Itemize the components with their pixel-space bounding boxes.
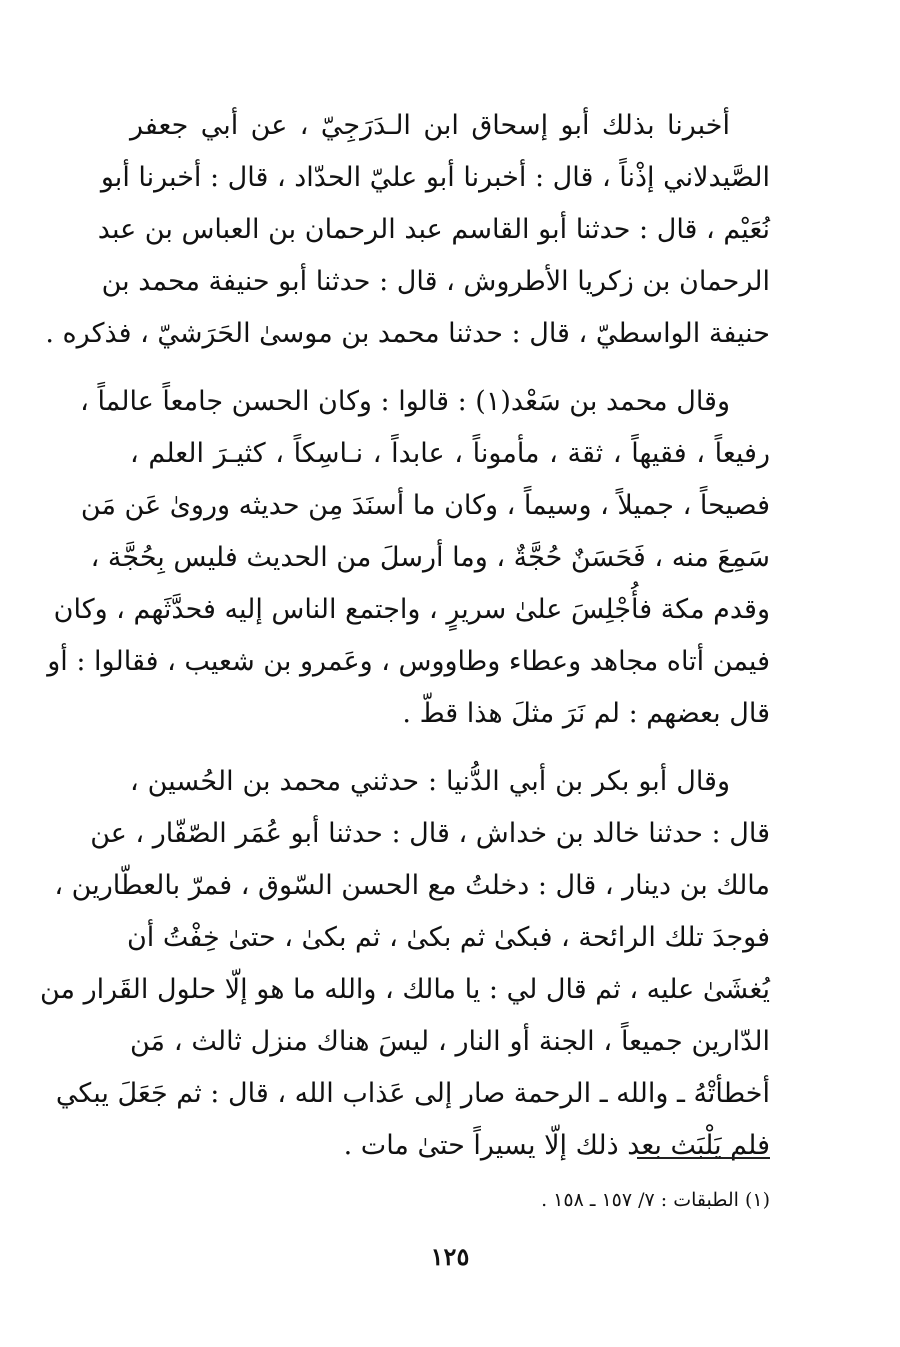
text-line: فيمن أتاه مجاهد وعطاء وطاووس ، وعَمرو بن شعيب ، فقالوا : أو bbox=[47, 646, 770, 677]
paragraph-2 bbox=[47, 376, 770, 740]
text-line: حنيفة الواسطيّ ، قال : حدثنا محمد بن موسىٰ الحَرَشيّ ، فذكره . bbox=[45, 318, 770, 349]
text-line: أخطأتْهُ ـ والله ـ الرحمة صار إلى عَذاب الله ، قال : ثم جَعَلَ يبكي bbox=[55, 1078, 770, 1109]
text-line: يُغشَىٰ عليه ، ثم قال لي : يا مالك ، والله ما هو إلّا حلول القَرار من bbox=[39, 974, 770, 1005]
text-line: الرحمان بن زكريا الأطروش ، قال : حدثنا أبو حنيفة محمد بن bbox=[101, 266, 770, 297]
text-line: الدّارين جميعاً ، الجنة أو النار ، ليسَ هناك منزل ثالث ، مَن bbox=[130, 1026, 770, 1057]
text-line: فصيحاً ، جميلاً ، وسيماً ، وكان ما أسنَدَ مِن حديثه وروىٰ عَن مَن bbox=[80, 490, 770, 521]
text-line: وقدم مكة فأُجْلِسَ علىٰ سريرٍ ، واجتمع الناس إليه فحدَّثَهم ، وكان bbox=[53, 594, 770, 625]
text-line: سَمِعَ منه ، فَحَسَنٌ حُجَّةٌ ، وما أرسلَ من الحديث فليس بِحُجَّة ، bbox=[90, 542, 770, 573]
paragraph-1 bbox=[45, 100, 770, 360]
text-line: أخبرنا بذلك أبو إسحاق ابن الـدَرَجِيّ ، عن أبي جعفر bbox=[130, 110, 730, 141]
text-line: قال : حدثنا خالد بن خداش ، قال : حدثنا أبو عُمَر الصّفّار ، عن bbox=[90, 818, 770, 849]
text-line: فوجدَ تلك الرائحة ، فبكىٰ ثم بكىٰ ، ثم بكىٰ ، حتىٰ خِفْتُ أن bbox=[126, 922, 770, 953]
text-line: وقال محمد بن سَعْد(١) : قالوا : وكان الحسن جامعاً عالماً ، bbox=[80, 386, 730, 417]
text-line: فلم يَلْبَث بعد ذلك إلّا يسيراً حتىٰ مات . bbox=[343, 1130, 770, 1161]
footnote-divider bbox=[637, 1157, 770, 1159]
text-line: رفيعاً ، فقيهاً ، ثقة ، مأموناً ، عابداً ، نـاسِكاً ، كثيـرَ العلم ، bbox=[130, 438, 770, 469]
footnote: (١) الطبقات : ٧/ ١٥٧ ـ ١٥٨ . bbox=[541, 1189, 770, 1211]
paragraph-3 bbox=[39, 756, 770, 1172]
text-line: نُعَيْم ، قال : حدثنا أبو القاسم عبد الرحمان بن العباس بن عبد bbox=[97, 214, 770, 245]
text-line: وقال أبو بكر بن أبي الدُّنيا : حدثني محمد بن الحُسين ، bbox=[130, 766, 730, 797]
text-line: الصَّيدلاني إذْناً ، قال : أخبرنا أبو عليّ الحدّاد ، قال : أخبرنا أبو bbox=[100, 162, 770, 193]
page-number: ١٢٥ bbox=[430, 1242, 470, 1271]
text-line: قال بعضهم : لم نَرَ مثلَ هذا قطّ . bbox=[402, 698, 770, 729]
text-line: مالك بن دينار ، قال : دخلتُ مع الحسن السّوق ، فمرّ بالعطّارين ، bbox=[54, 870, 770, 901]
body-text bbox=[39, 100, 770, 1172]
